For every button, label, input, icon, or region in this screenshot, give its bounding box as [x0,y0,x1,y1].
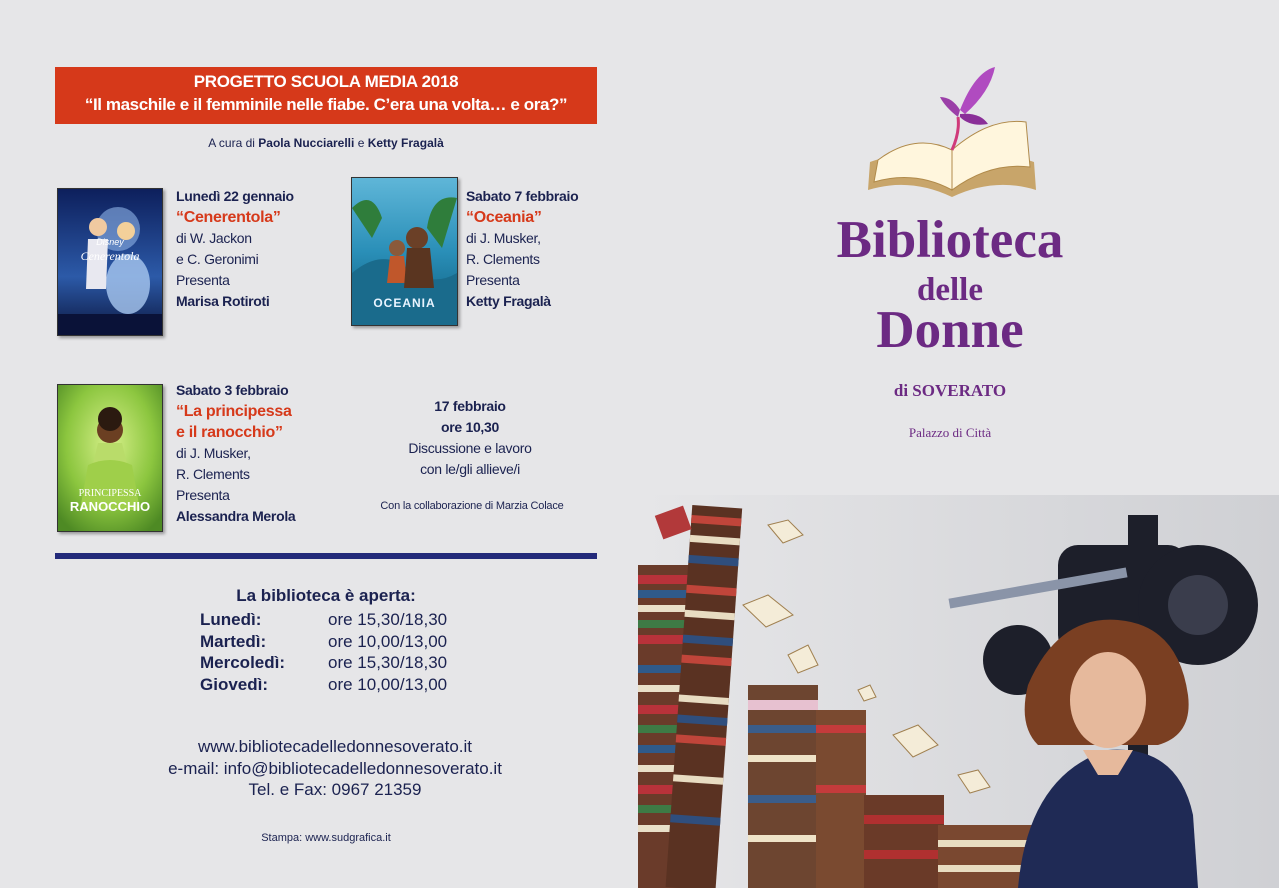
poster-brand: Disney [96,237,124,247]
hours-day: Mercoledì: [200,653,286,672]
hours-row [200,609,447,631]
event-title: “Oceania” [466,209,542,226]
opening-hours [200,609,447,695]
curators-prefix: A cura di [208,136,255,150]
library-name-line1: Biblioteca [836,211,1064,269]
curators-line [0,136,652,150]
hours-day: Martedì: [200,631,267,651]
event-title: “La principessa [176,403,292,420]
event-presenter: Ketty Fragalà [466,293,551,309]
hours-time: ore 15,30/18,30 [328,653,448,672]
email-link[interactable]: e-mail: info@bibliotecadelledonnesoverato.it [168,758,502,778]
poster-title-2: RANOCCHIO [69,499,151,514]
project-banner [55,67,597,124]
event-date: Lunedì 22 gennaio [176,188,294,204]
library-city: di SOVERATO [893,381,1007,400]
event-credit: R. Clements [466,251,540,267]
event-date: Sabato 7 febbraio [466,188,579,204]
library-place: Palazzo di Città [908,425,992,440]
hours-time: ore 15,30/18,30 [328,610,448,629]
hours-row [200,674,447,696]
event-presenter: Alessandra Merola [176,508,296,524]
event-credit: R. Clements [176,466,250,482]
event-oceania [466,186,578,312]
banner-line1: PROGETTO SCUOLA MEDIA 2018 [193,72,459,91]
cenerentola-poster [57,188,163,336]
books-and-camera-illustration [638,495,1279,888]
event-date: Sabato 3 febbraio [176,382,289,398]
website-link[interactable]: www.bibliotecadelledonnesoverato.it [197,737,473,756]
curators-conj: e [357,136,365,150]
session-desc: Discussione e lavoro [408,440,532,456]
oceania-poster [351,177,458,326]
session-date: 17 febbraio [434,398,506,414]
banner-line2: “Il maschile e il femminile nelle fiabe. C’era una volta… e ora?” [84,95,568,114]
event-presenta: Presenta [176,272,230,288]
hours-title: La biblioteca è aperta: [236,586,416,605]
library-name-line2: delle [917,272,983,308]
poster-title: Cenerentola [80,249,140,263]
contacts-block [0,736,670,801]
principessa-poster [57,384,163,532]
session-desc: con le/gli allieve/i [420,461,520,477]
event-cenerentola [176,186,294,312]
event-credit: e C. Geronimi [176,251,259,267]
event-credit: di J. Musker, [466,230,541,246]
session-info [385,396,555,480]
hours-day: Lunedì: [200,610,262,629]
collaboration-note: Con la collaborazione di Marzia Colace [380,500,564,512]
hours-time: ore 10,00/13,00 [328,631,448,651]
poster-title: OCEANIA [373,296,436,310]
section-divider [55,553,597,559]
event-credit: di W. Jackon [176,230,252,246]
event-title: e il ranocchio” [176,424,283,441]
print-credit: Stampa: www.sudgrafica.it [261,832,391,844]
event-presenta: Presenta [466,272,520,288]
open-book-butterfly-icon [860,62,1045,207]
library-name-line3: Donne [876,301,1024,359]
event-credit: di J. Musker, [176,445,251,461]
poster-title-1: PRINCIPESSA [78,488,142,499]
hours-row [200,652,447,674]
event-presenter: Marisa Rotiroti [176,293,270,309]
curator-name-1: Paola Nucciarelli [258,136,355,150]
event-title: “Cenerentola” [176,209,281,226]
event-principessa [176,380,295,527]
event-presenta: Presenta [176,487,230,503]
curator-name-2: Ketty Fragalà [367,136,444,150]
phone-number: Tel. e Fax: 0967 21359 [248,780,422,799]
hours-day: Giovedì: [200,674,269,694]
session-time: ore 10,30 [440,419,499,435]
hours-time: ore 10,00/13,00 [328,674,448,694]
hours-row [200,631,447,653]
